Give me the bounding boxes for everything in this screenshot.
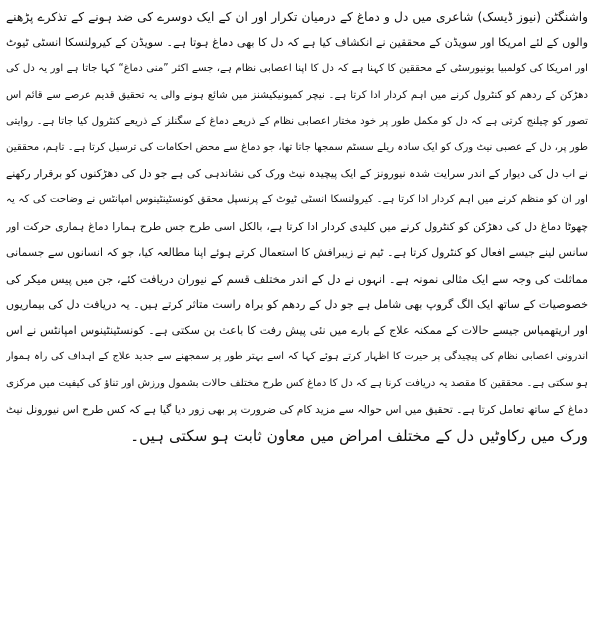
article-line-12: خصوصیات کے ساتھ ایک الگ گروپ بھی شامل ہے جو دل کے ردھم کو براہ راست متاثر کرتے ہیں۔ یہ دریافت دل کی بیماریوں (6, 298, 588, 312)
article-line-17: ورک میں رکاوٹیں دل کے مختلف امراض میں معاون ثابت ہو سکتی ہیں۔ (130, 427, 588, 445)
article-line-14: اندرونی اعصابی نظام کی پیچیدگی پر حیرت کا اظہار کرتے ہوئے کہا کہ اسے بہتر طور پر سمجھنے سے جدید علاج کے اہداف کی راہ ہموار (6, 351, 588, 363)
article-line-3: اور امریکا کی کولمبیا یونیورسٹی کے محققین کا کہنا ہے کہ دل کا اپنا اعصابی نظام ہے، جسے اکثر ”منی دماغ“ کہا جاتا ہے اور یہ دل کی (6, 63, 588, 75)
article-line-7: نے اب دل کی دیوار کے اندر سرایت شدہ نیورونز کے ایک پیچیدہ نیٹ ورک کی نشاندہی کی ہے جو دل کی دھڑکنوں کو برقرار رکھنے (6, 167, 588, 181)
article-line-1: واشنگٹن (نیوز ڈیسک) شاعری میں دل و دماغ کے درمیان تکرار اور ان کے ایک دوسرے کی ضد ہونے کے تذکرے پڑھنے (6, 10, 588, 24)
article-line-2: والوں کے لئے امریکا اور سویڈن کے محققین نے انکشاف کیا ہے کہ دل کا بھی دماغ ہوتا ہے۔ سویڈن کے کیرولنسکا انسٹی ٹیوٹ (6, 36, 588, 50)
article-line-11: مماثلت کی وجہ سے ایک مثالی نمونہ ہے۔ انہوں نے دل کے اندر مختلف قسم کے نیوران دریافت کئے، جن میں پیس میکر کی (6, 271, 588, 286)
article-line-10: سانس لینے جیسے افعال کو کنٹرول کرتا ہے۔ ٹیم نے زیبرافش کا استعمال کرتے ہوئے اپنا مطالعہ کیا، جو کہ انسانوں سے جسمانی (6, 245, 588, 259)
article-line-13: اور اریتھمیاس جیسے حالات کے ممکنہ علاج کے بارے میں نئی پیش رفت کا باعث بن سکتی ہے۔ کونسٹینٹینوس امپانٹس نے اس (6, 324, 588, 338)
article-line-15: ہو سکتی ہے۔ محققین کا مقصد یہ دریافت کرنا ہے کہ دل کا دماغ کس طرح مختلف حالات بشمول ورزش اور تناؤ کی کیفیت میں مرکزی (6, 377, 588, 389)
article-line-9: چھوٹا دماغ دل کی دھڑکن کو کنٹرول کرنے میں کلیدی کردار ادا کرتا ہے، بالکل اسی طرح جس طرح ہمارا دماغ ہماری حرکت اور (6, 219, 588, 233)
article-line-6: طور پر، دل کے عصبی نیٹ ورک کو ایک سادہ ریلے سسٹم سمجھا جاتا تھا، جو دماغ سے محض احکامات کی ترسیل کرتا ہے۔ تاہم، محققین (6, 141, 588, 153)
article-line-8: اور ان کو منظم کرنے میں اہم کردار ادا کرتا ہے۔ کیرولنسکا انسٹی ٹیوٹ کے پرنسپل محقق کونسٹینٹینوس امپانٹس نے وضاحت کی کہ یہ (6, 194, 588, 206)
article-line-4: دھڑکن کے ردھم کو کنٹرول کرنے میں اہم کردار ادا کرتا ہے۔ نیچر کمیونیکیشنز میں شائع ہونے والی یہ تحقیق قدیم عرصے سے قائم اس (6, 89, 588, 101)
article-line-16: دماغ کے ساتھ تعامل کرتا ہے۔ تحقیق میں اس حوالہ سے مزید کام کی ضرورت پر بھی زور دیا گیا ہے کہ کس طرح اس نیورونل نیٹ (6, 402, 588, 416)
article-line-5: تصور کو چیلنج کرتی ہے کہ دل کو مکمل طور پر خود مختار اعصابی نظام کے ذریعے دماغ کے سگنلز کے ذریعے کنٹرول کیا جاتا ہے۔ روایتی (6, 115, 588, 127)
